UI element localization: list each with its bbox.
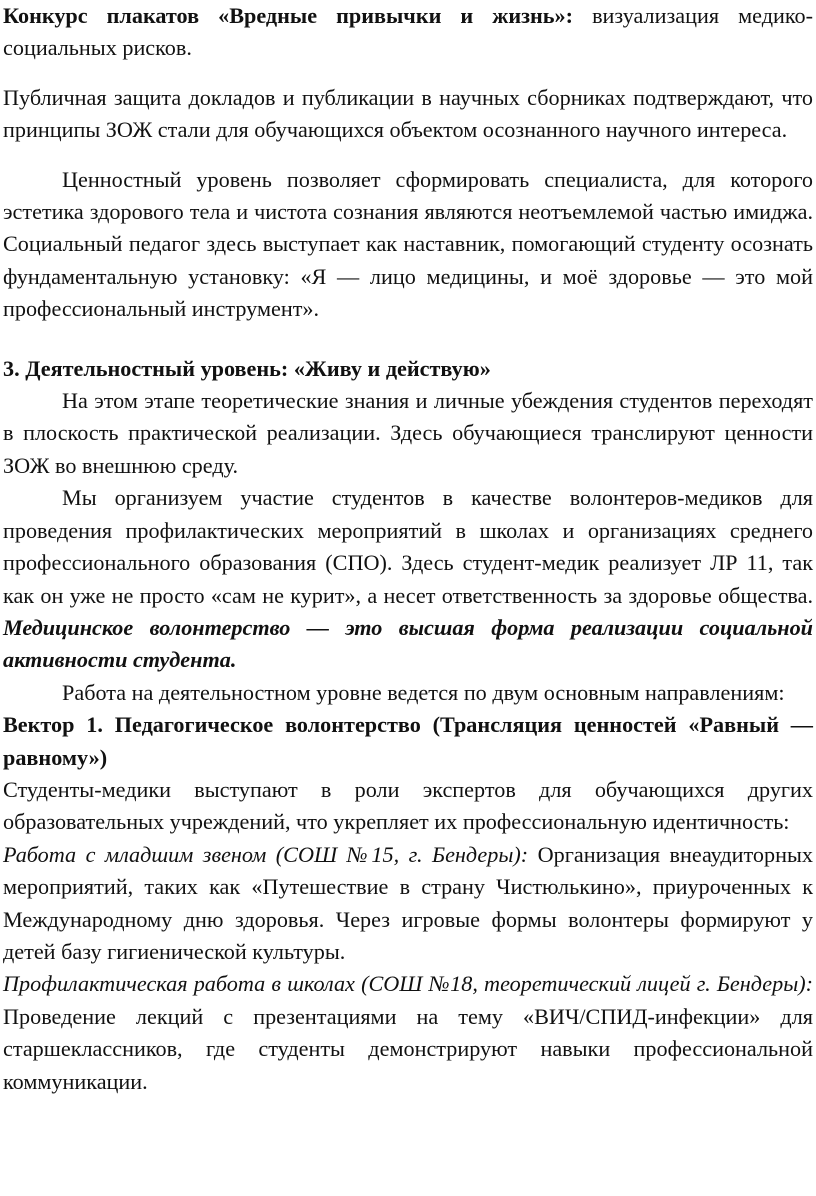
- vector-1-heading: [3, 709, 813, 774]
- vector-1-heading-text: Вектор 1. Педагогическое волонтерство (Трансляция ценностей «Равный — равному»): [3, 712, 813, 770]
- section-heading-text: 3. Деятельностный уровень: «Живу и действую»: [3, 355, 491, 381]
- paragraph-prevention-work: [3, 968, 813, 1098]
- paragraph-activity-intro: На этом этапе теоретические знания и личные убеждения студентов переходят в плоскость практической реализации. Здесь обучающиеся транслируют ценности ЗОЖ во внешнюю среду.: [3, 388, 813, 478]
- paragraph-junior-work: [3, 839, 813, 969]
- poster-contest-text: визуализация медико-социальных рисков.: [3, 3, 813, 61]
- paragraph-public-defense: Публичная защита докладов и публикации в научных сборниках подтверждают, что принципы ЗОЖ стали для обучающихся объектом осознанного научного интереса.: [3, 84, 813, 143]
- junior-work-title: Работа с младшим звеном (СОШ №15, г. Бендеры):: [3, 841, 529, 867]
- poster-contest-title: Конкурс плакатов «Вредные привычки и жизнь»:: [3, 3, 574, 28]
- paragraph-value-level: Ценностный уровень позволяет сформировать специалиста, для которого эстетика здорового тела и чистота сознания являются неотъемлемой частью имиджа. Социальный педагог здесь выступает как наставник, помогающий студенту осознать фундаментальную установку: «Я — лицо медицины, и моё здоровье — это мой профессиональный инструмент».: [3, 166, 813, 322]
- paragraph-two-directions: Работа на деятельностном уровне ведется по двум основным направлениям:: [62, 679, 785, 705]
- prevention-work-title: Профилактическая работа в школах (СОШ №18, теоретический лицей г. Бендеры):: [3, 971, 813, 997]
- section-heading-activity-level: [3, 353, 813, 385]
- paragraph-volunteering: [3, 482, 813, 676]
- paragraph-poster-contest: [3, 0, 813, 65]
- junior-work-text: Организация внеаудиторных мероприятий, таких как «Путешествие в страну Чистюлькино», приуроченных к Международному дню здоровья. Через игровые формы волонтеры формируют у детей базу гигиенической культуры.: [3, 841, 813, 964]
- prevention-work-text: Проведение лекций с презентациями на тему «ВИЧ/СПИД-инфекции» для старшеклассников, где студенты демонстрируют навыки профессиональной коммуникации.: [3, 1003, 813, 1094]
- paragraph-student-experts: Студенты-медики выступают в роли экспертов для обучающихся других образовательных учреждений, что укрепляет их профессиональную идентичность:: [3, 776, 813, 835]
- volunteering-text: Мы организуем участие студентов в качестве волонтеров-медиков для проведения профилактических мероприятий в школах и организациях среднего профессионального образования (СПО). Здесь студент-медик реализует ЛР 11, так как он уже не просто «сам не курит», а несет ответственность за здоровье общества.: [3, 485, 813, 608]
- volunteering-emphasis: Медицинское волонтерство — это высшая форма реализации социальной активности студента.: [3, 614, 813, 673]
